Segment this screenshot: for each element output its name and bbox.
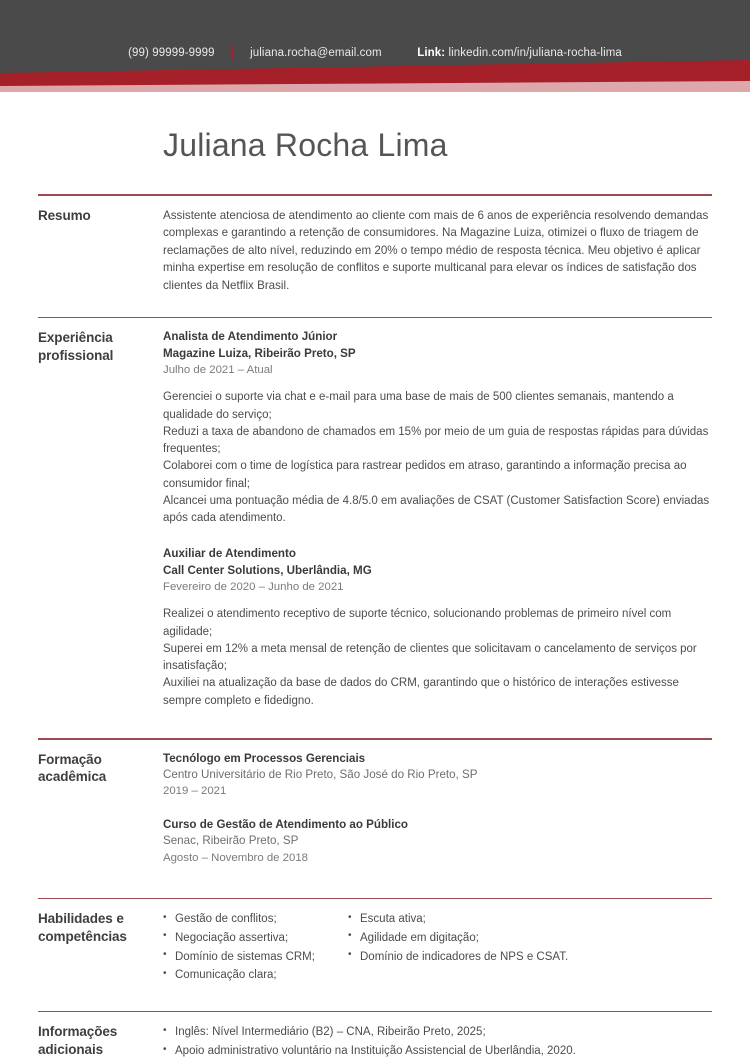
degree-title: Tecnólogo em Processos Gerenciais (163, 751, 366, 765)
section-additional (0, 1011, 750, 1061)
job-dates: Fevereiro de 2020 – Junho de 2021 (163, 581, 344, 594)
section-education (0, 738, 750, 898)
job-company: Call Center Solutions, Uberlândia, MG (163, 563, 372, 577)
linkedin-url: linkedin.com/in/juliana-rocha-lima (448, 46, 622, 59)
section-label-education: Formação acadêmica (38, 751, 107, 785)
section-label-experience: Experiência profissional (38, 330, 114, 364)
name-block (0, 96, 750, 194)
skill-item: • Negociação assertiva; (163, 929, 348, 948)
email-text: juliana.rocha@email.com (250, 46, 382, 59)
candidate-name: Juliana Rocha Lima (163, 126, 448, 163)
skill-item: • Gestão de conflitos; (163, 910, 348, 929)
education-dates: Agosto – Novembro de 2018 (163, 851, 309, 864)
skills-column-one (163, 910, 348, 985)
section-summary (0, 194, 750, 317)
linkedin-link[interactable] (400, 47, 639, 59)
section-label-summary: Resumo (38, 207, 91, 223)
education-dates: 2019 – 2021 (163, 785, 227, 798)
resume-header (0, 0, 750, 96)
achievement-item: Gerenciei o suporte via chat e e-mail para uma base de mais de 500 clientes semanais, mantendo a qualidade do serviço; (163, 391, 674, 421)
section-label-skills: Habilidades e competências (38, 911, 127, 945)
skill-item: • Escuta ativa; (348, 910, 568, 929)
degree-title: Curso de Gestão de Atendimento ao Público (163, 817, 409, 831)
entry-spacer (163, 529, 712, 546)
section-experience (0, 317, 750, 738)
skill-item: • Comunicação clara; (163, 966, 348, 985)
institution-name: Centro Universitário de Rio Preto, São José do Rio Preto, SP (163, 767, 478, 781)
additional-list (163, 1023, 712, 1060)
achievement-item: Realizei o atendimento receptivo de suporte técnico, solucionando problemas de primeiro nível com agilidade; (163, 608, 672, 638)
skill-item: • Agilidade em digitação; (348, 929, 568, 948)
achievement-item: Auxiliei na atualização da base de dados do CRM, garantindo que o histórico de interações estivesse sempre completo e fidedigno. (163, 677, 679, 707)
achievement-item: Alcancei uma pontuação média de 4.8/5.0 em avaliações de CSAT (Customer Satisfaction Score) enviadas após cada atendimento. (163, 494, 710, 525)
job-title: Auxiliar de Atendimento (163, 547, 296, 561)
phone-text: (99) 99999-9999 (128, 46, 215, 59)
job-dates: Julho de 2021 – Atual (163, 364, 273, 377)
skill-item: • Domínio de indicadores de NPS e CSAT. (348, 948, 568, 967)
job-achievements (163, 389, 712, 527)
job-achievements (163, 606, 712, 710)
institution-name: Senac, Ribeirão Preto, SP (163, 834, 299, 848)
additional-item: • Apoio administrativo voluntário na Instituição Assistencial de Uberlândia, 2020. (163, 1042, 712, 1061)
achievement-item: Superei em 12% a meta mensal de retenção de clientes que solicitavam o cancelamento de serviços por insatisfação; (163, 642, 697, 673)
skills-column-two (348, 910, 568, 985)
linkedin-label: Link: (417, 46, 446, 59)
education-entry (163, 817, 712, 866)
experience-entry (163, 329, 712, 527)
experience-entry (163, 546, 712, 710)
job-title: Analista de Atendimento Júnior (163, 330, 338, 344)
entry-spacer (163, 802, 712, 817)
skill-item: • Domínio de sistemas CRM; (163, 948, 348, 967)
section-label-additional: Informações adicionais (38, 1024, 118, 1058)
section-skills (0, 898, 750, 1011)
achievement-item: Colaborei com o time de logística para rastrear pedidos em atraso, garantindo a informação precisa ao consumidor final; (163, 460, 687, 490)
achievement-item: Reduzi a taxa de abandono de chamados em 15% por meio de um guia de respostas rápidas para dúvidas frequentes; (163, 425, 709, 456)
additional-item: • Inglês: Nível Intermediário (B2) – CNA, Ribeirão Preto, 2025; (163, 1023, 712, 1042)
summary-text: Assistente atenciosa de atendimento ao cliente com mais de 6 anos de experiência resolvendo demandas complexas e garantindo a retenção de consumidores. Na Magazine Luiza, otimizei o fluxo de triagem de reclamações de alto nível, reduzindo em 20% o tempo médio de resposta técnica. Meu objetivo é aplicar minha expertise em resolução de conflitos e suporte multicanal para elevar os índices de satisfação dos clientes da Netflix Brasil. (163, 208, 709, 293)
education-entry (163, 751, 712, 800)
job-company: Magazine Luiza, Ribeirão Preto, SP (163, 346, 356, 360)
contact-bar (0, 45, 750, 60)
